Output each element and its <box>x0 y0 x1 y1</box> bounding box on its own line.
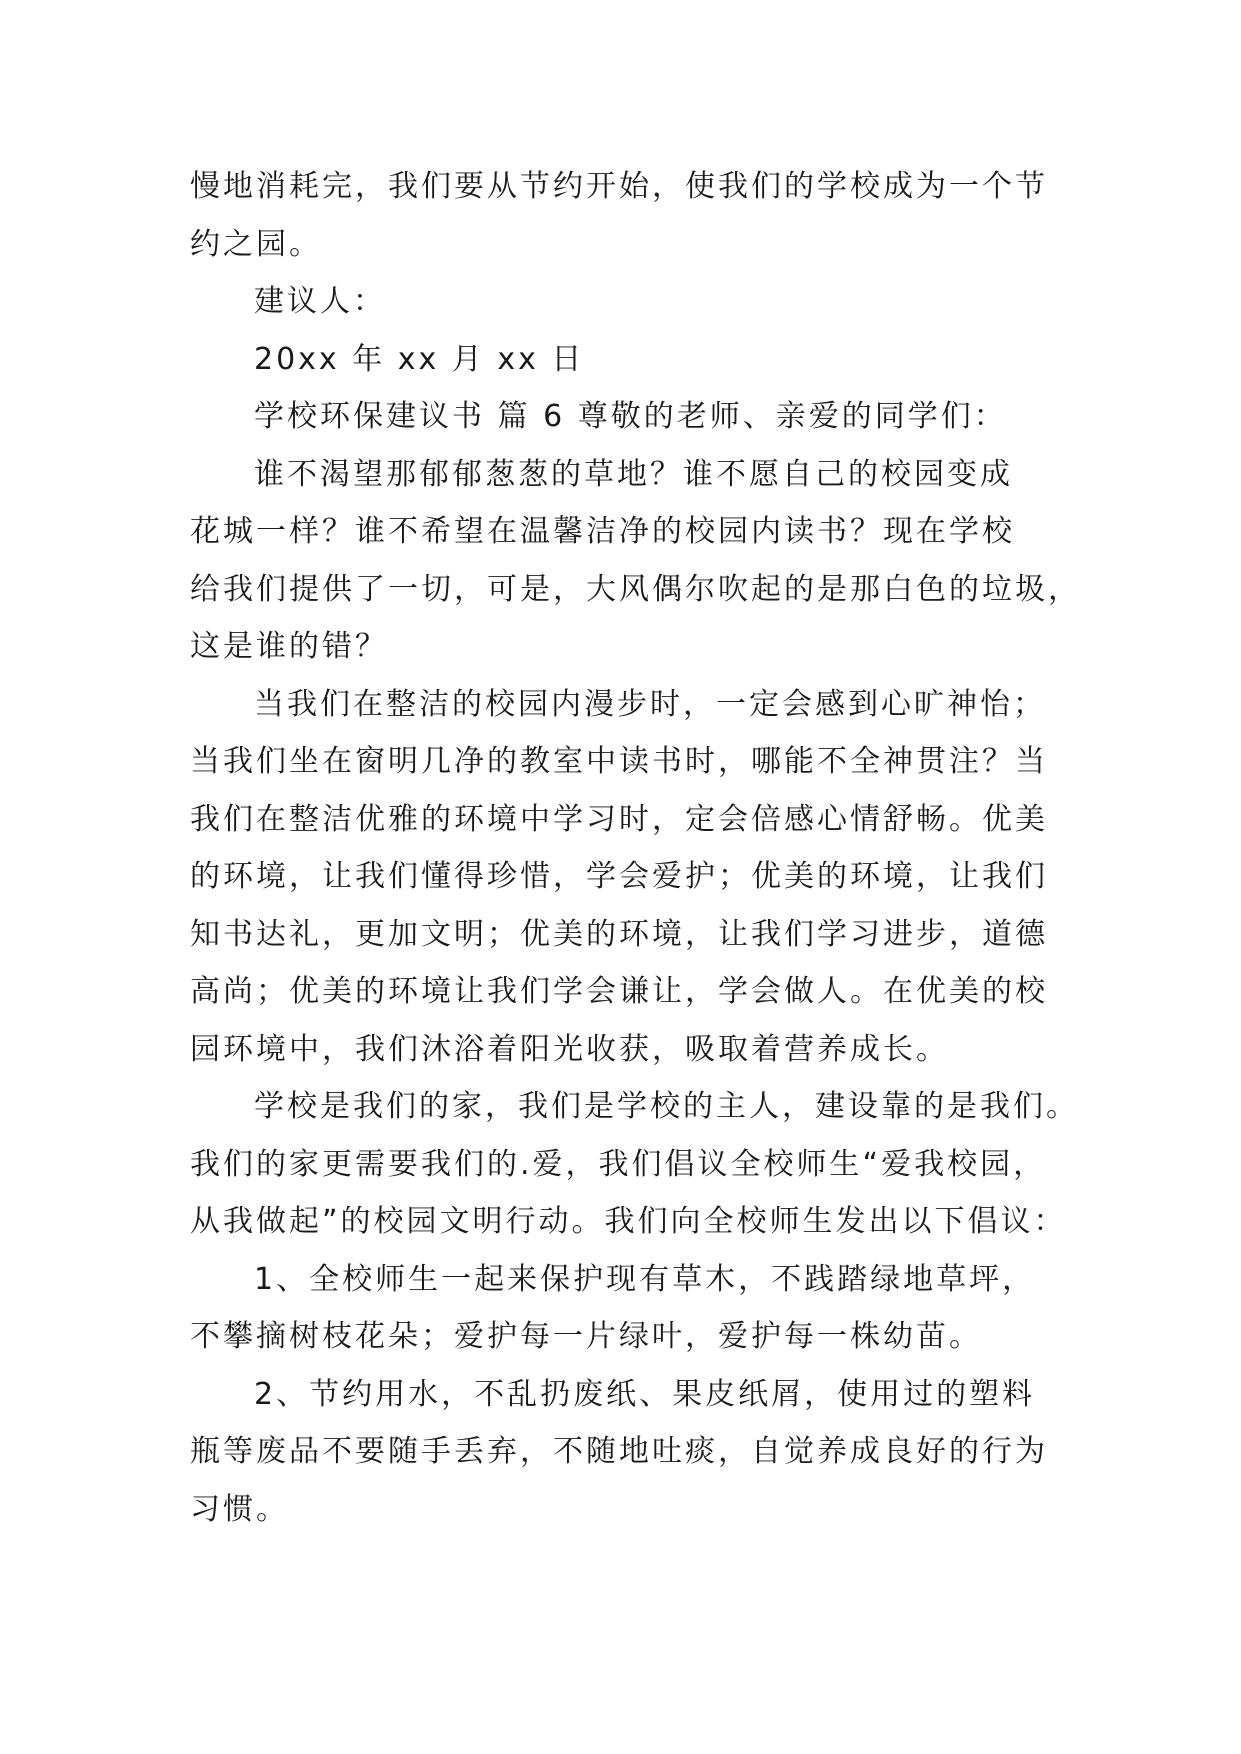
list-item-text: 2、节约用水，不乱扔废纸、果皮纸屑，使用过的塑料 <box>254 1376 1036 1412</box>
text-line: 我们在整洁优雅的环境中学习时，定会倍感心情舒畅。优美 <box>190 801 1048 837</box>
text-line: 慢地消耗完，我们要从节约开始，使我们的学校成为一个节 <box>190 169 1048 204</box>
list-item-text: 1、全校师生一起来保护现有草木，不践踏绿地草坪， <box>254 1261 1036 1297</box>
date-line: 20xx 年 xx 月 xx 日 <box>254 341 585 377</box>
text-line: 我们的家更需要我们的.爱，我们倡议全校师生“爱我校园， <box>190 1146 1047 1182</box>
text-line: 从我做起”的校园文明行动。我们向全校师生发出以下倡议： <box>190 1204 1067 1239</box>
text-line: 谁不渴望那郁郁葱葱的草地？谁不愿自己的校园变成 <box>254 456 1013 492</box>
text-line: 当我们在整洁的校园内漫步时，一定会感到心旷神怡； <box>254 686 1046 722</box>
signature-label: 建议人： <box>254 284 386 319</box>
document-body <box>190 158 1081 1538</box>
text-line: 当我们坐在窗明几净的教室中读书时，哪能不全神贯注？当 <box>190 744 1048 779</box>
text-line: 学校是我们的家，我们是学校的主人，建设靠的是我们。 <box>254 1089 1079 1124</box>
text-line: 不攀摘树枝花朵；爱护每一片绿叶，爱护每一株幼苗。 <box>190 1319 982 1354</box>
text-line: 花城一样？谁不希望在温馨洁净的校园内读书？现在学校 <box>190 514 1015 549</box>
text-line: 约之园。 <box>190 226 322 262</box>
text-line: 知书达礼，更加文明；优美的环境，让我们学习进步，道德 <box>190 916 1048 952</box>
text-line: 给我们提供了一切，可是，大风偶尔吹起的是那白色的垃圾， <box>190 571 1081 607</box>
text-line: 这是谁的错？ <box>190 629 388 664</box>
text-line: 习惯。 <box>190 1491 289 1527</box>
text-line: 的环境，让我们懂得珍惜，学会爱护；优美的环境，让我们 <box>190 859 1048 894</box>
text-line: 高尚；优美的环境让我们学会谦让，学会做人。在优美的校 <box>190 974 1048 1009</box>
section-heading: 学校环保建议书 篇 6 尊敬的老师、亲爱的同学们： <box>254 399 1007 434</box>
text-line: 瓶等废品不要随手丢弃，不随地吐痰，自觉养成良好的行为 <box>190 1434 1048 1469</box>
text-line: 园环境中，我们沐浴着阳光收获，吸取着营养成长。 <box>190 1031 949 1067</box>
